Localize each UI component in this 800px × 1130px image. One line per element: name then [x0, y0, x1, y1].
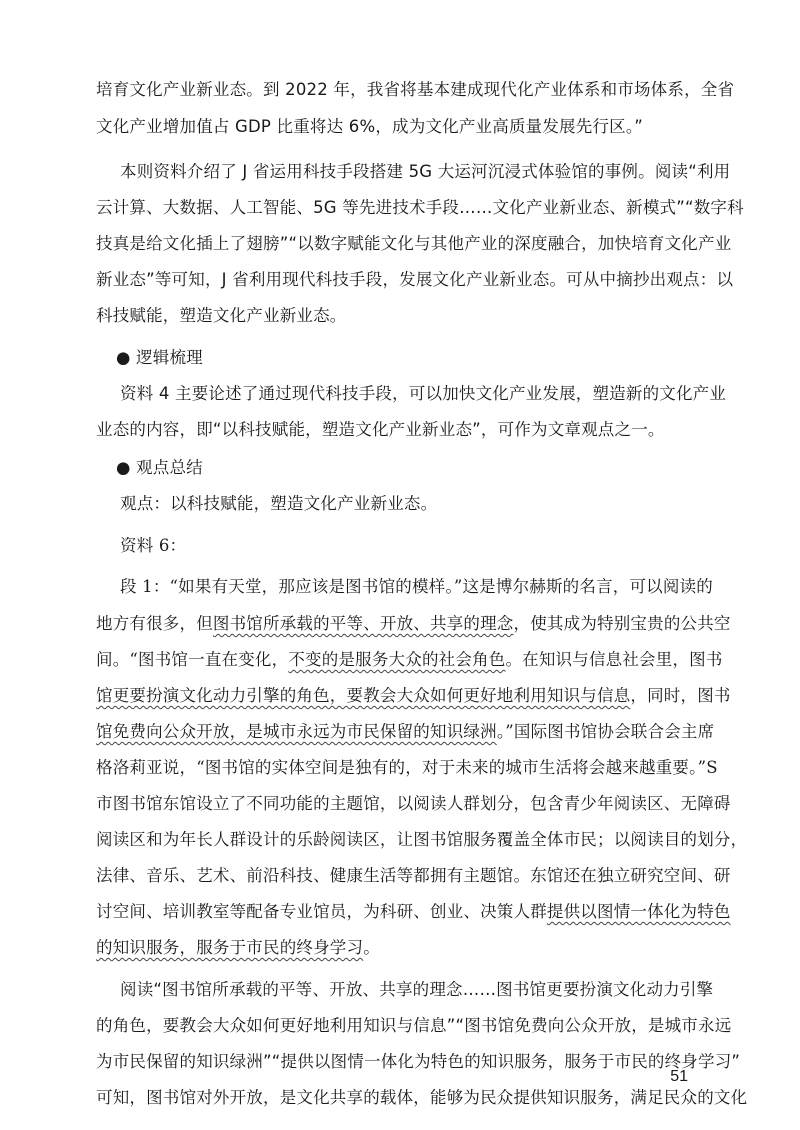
- logic-heading: ● 逻辑梳理: [116, 348, 203, 367]
- text-span: ，使其成为特别宝贵的公共空: [513, 614, 731, 633]
- underlined-span: 不变的是服务大众的社会角色: [288, 650, 506, 669]
- intro-line: 培育文化产业新业态。到 2022 年，我省将基本建成现代化产业体系和市场体系，全省: [96, 80, 735, 99]
- para-line: [96, 612, 731, 636]
- underlined-span: 图书馆所承载的平等、开放、共享的理念: [212, 614, 514, 633]
- page-number: 51: [670, 1068, 688, 1085]
- reading-line: 可知，图书馆对外开放，是文化共享的载体，能够为民众提供知识服务，满足民众的文化: [96, 1088, 748, 1107]
- para-line: 法律、音乐、艺术、前沿科技、健康生活等都拥有主题馆。东馆还在独立研究空间、研: [96, 866, 731, 885]
- para-line: [96, 900, 731, 924]
- text-span: 间。“图书馆一直在变化，: [96, 650, 289, 669]
- analysis-line: 本则资料介绍了 J 省运用科技手段搭建 5G 大运河沉浸式体验馆的事例。阅读“利用: [120, 162, 731, 181]
- analysis-line: 云计算、大数据、人工智能、5G 等先进技术手段……文化产业新业态、新模式”“数字科: [96, 198, 744, 217]
- reading-line: 为市民保留的知识绿洲”“提供以图情一体化为特色的知识服务，服务于市民的终身学习”: [96, 1052, 741, 1071]
- para-line: 段 1：“如果有天堂，那应该是图书馆的模样。”这是博尔赫斯的名言，可以阅读的: [120, 577, 713, 596]
- reading-line: 阅读“图书馆所承载的平等、开放、共享的理念……图书馆更要扮演文化动力引擎: [120, 980, 714, 999]
- analysis-line: 新业态”等可知，J 省利用现代科技手段，发展文化产业新业态。可从中摘抄出观点：以: [96, 270, 734, 289]
- logic-line: 资料 4 主要论述了通过现代科技手段，可以加快文化产业发展，塑造新的文化产业: [120, 384, 727, 403]
- para-line: [96, 648, 723, 672]
- para-line: [96, 936, 696, 960]
- intro-line: 文化产业增加值占 GDP 比重将达 6%，成为文化产业高质量发展先行区。”: [96, 117, 644, 136]
- analysis-line: 技真是给文化插上了翅膀”“以数字赋能文化与其他产业的深度融合，加快培育文化产业: [96, 234, 732, 253]
- text-span: 。在知识与信息社会里，图书: [505, 650, 723, 669]
- para-line: [96, 684, 731, 708]
- summary-heading: ● 观点总结: [116, 458, 203, 477]
- underlined-span: 馆更要扮演文化动力引擎的角色，要教会大众如何更好地利用知识与信息: [96, 686, 631, 705]
- logic-line: 业态的内容，即“以科技赋能，塑造文化产业新业态”，可作为文章观点之一。: [96, 420, 665, 439]
- underlined-span: 的知识服务，服务于市民的终身学习: [96, 938, 364, 957]
- analysis-line: 科技赋能，塑造文化产业新业态。: [96, 306, 347, 325]
- text-span: 。: [363, 938, 380, 957]
- para-line: 格洛莉亚说，“图书馆的实体空间是独有的，对于未来的城市生活将会越来越重要。”S: [96, 758, 718, 777]
- text-span: ，同时，图书: [630, 686, 731, 705]
- text-span: 地方有很多，但: [96, 614, 213, 633]
- material-title: 资料 6：: [120, 536, 187, 555]
- underlined-span: 馆免费向公众开放，是城市永远为市民保留的知识绿洲: [96, 722, 497, 741]
- para-line: 市图书馆东馆设立了不同功能的主题馆，以阅读人群划分，包含青少年阅读区、无障碍: [96, 794, 731, 813]
- reading-line: 的角色，要教会大众如何更好地利用知识与信息”“图书馆免费向公众开放，是城市永远: [96, 1016, 732, 1035]
- underlined-span: 提供以图情一体化为特色: [546, 902, 731, 921]
- para-line: 阅读区和为年长人群设计的乐龄阅读区，让图书馆服务覆盖全体市民；以阅读目的划分，: [96, 830, 748, 849]
- text-span: 讨空间、培训教室等配备专业馆员，为科研、创业、决策人群: [96, 902, 547, 921]
- text-span: 。”国际图书馆协会联合会主席: [496, 722, 715, 741]
- summary-line: 观点：以科技赋能，塑造文化产业新业态。: [120, 494, 438, 513]
- para-line: [96, 720, 715, 744]
